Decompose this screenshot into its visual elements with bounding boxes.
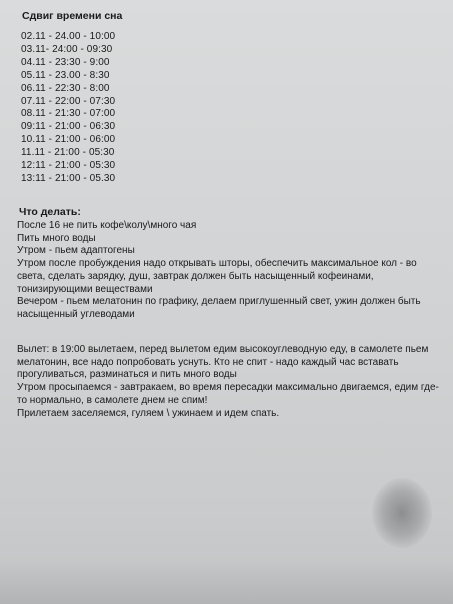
todo-item: Утром после пробуждения надо открывать шторы, обеспечить максимальное кол - во света, сделать зарядку, душ, завтрак должен быть насыщенный кофеинами, тонизирующими веществами (17, 258, 417, 295)
schedule-list (21, 31, 115, 186)
paper-bottom-shade (0, 560, 453, 604)
schedule-row: 07.11 - 22:00 - 07:30 (21, 95, 116, 107)
schedule-row: 04.11 - 23:30 - 9:00 (21, 56, 110, 68)
schedule-row: 13:11 - 21:00 - 05.30 (21, 172, 116, 184)
schedule-row: 05.11 - 23.00 - 8:30 (21, 69, 110, 81)
todo-item: Утром - пьем адаптогены (17, 245, 135, 257)
schedule-row: 10.11 - 21:00 - 06:00 (21, 134, 116, 146)
travel-item: Вылет: в 19:00 вылетаем, перед вылетом едим высокоуглеводную еду, в самолете пьем мелатонин, все надо попробовать уснуть. Кто не спит - надо каждый час вставать прогуливаться, разминаться и пить много воды (17, 344, 429, 381)
travel-instructions (17, 344, 442, 420)
travel-item: Прилетаем заселяемся, гуляем \ ужинаем и идем спать. (17, 407, 280, 419)
schedule-row: 12:11 - 21:00 - 05:30 (21, 160, 116, 172)
travel-item: Утром просыпаемся - завтракаем, во время пересадки максимально двигаемся, едим где-то нормально, в самолете днем не спим! (17, 382, 439, 406)
schedule-row: 06.11 - 22:30 - 8:00 (21, 82, 110, 94)
todo-item: Вечером - пьем мелатонин по графику, делаем приглушенный свет, ужин должен быть насыщенный углеводами (17, 296, 421, 320)
schedule-heading: Сдвиг времени сна (22, 10, 123, 22)
todo-heading: Что делать: (19, 206, 81, 218)
paper-shadow-spot (372, 478, 432, 548)
todo-item: Пить много воды (17, 232, 96, 244)
schedule-row: 02.11 - 24.00 - 10:00 (21, 31, 116, 42)
schedule-row: 09:11 - 21:00 - 06:30 (21, 121, 116, 133)
schedule-row: 11.11 - 21:00 - 05:30 (21, 147, 115, 159)
todo-item: После 16 не пить кофе\колу\много чая (17, 220, 197, 231)
schedule-row: 08.11 - 21:30 - 07:00 (21, 108, 116, 120)
schedule-row: 03.11- 24:00 - 09:30 (21, 43, 113, 55)
todo-list (17, 220, 437, 322)
